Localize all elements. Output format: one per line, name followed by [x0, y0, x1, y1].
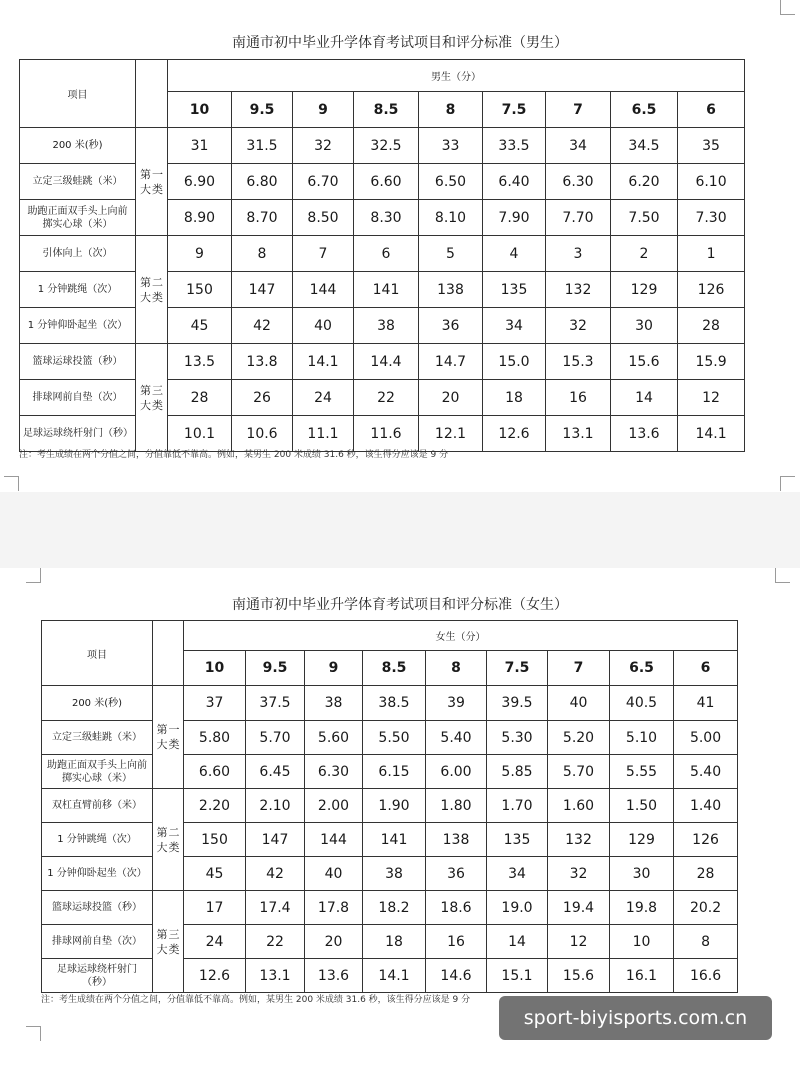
- score-header: 7.5: [483, 92, 546, 128]
- value-cell: 2.10: [246, 789, 305, 823]
- value-cell: 15.9: [678, 344, 745, 380]
- group-label-char: 大: [140, 398, 151, 412]
- value-cell: 138: [426, 823, 487, 857]
- group-label-char: 一: [168, 723, 180, 736]
- value-cell: 17.8: [305, 891, 363, 925]
- value-cell: 40.5: [610, 686, 674, 721]
- value-cell: 1.40: [674, 789, 738, 823]
- value-cell: 1.80: [426, 789, 487, 823]
- boys-note: 注：考生成绩在两个分值之间，分值靠低不靠高。例如，某男生 200 米成绩 31.6 秒，该生得分应该是 9 分: [19, 450, 449, 460]
- value-cell: 40: [305, 857, 363, 891]
- value-cell: 24: [184, 925, 246, 959]
- value-cell: 6.90: [168, 164, 232, 200]
- value-cell: 6.45: [246, 755, 305, 789]
- value-cell: 1.90: [363, 789, 426, 823]
- value-cell: 8.10: [419, 200, 483, 236]
- value-cell: 40: [293, 308, 354, 344]
- value-cell: 15.6: [548, 959, 610, 993]
- table-row: [42, 925, 738, 959]
- value-cell: 13.1: [246, 959, 305, 993]
- value-cell: 18.6: [426, 891, 487, 925]
- value-cell: 16.6: [674, 959, 738, 993]
- group-label-char: 第: [140, 275, 151, 289]
- table-row: [20, 200, 745, 236]
- value-cell: 135: [483, 272, 546, 308]
- value-cell: 6.70: [293, 164, 354, 200]
- value-cell: 45: [168, 308, 232, 344]
- table-row: [42, 959, 738, 993]
- table-row: [42, 755, 738, 789]
- value-cell: 24: [293, 380, 354, 416]
- table-row: [42, 857, 738, 891]
- group-label-char: 第: [140, 383, 151, 397]
- value-cell: 1.50: [610, 789, 674, 823]
- group-label: [136, 344, 168, 452]
- table-row: [20, 344, 745, 380]
- value-cell: 15.3: [546, 344, 611, 380]
- value-cell: 40: [548, 686, 610, 721]
- value-cell: 135: [487, 823, 548, 857]
- group-label-char: 第: [156, 723, 168, 736]
- value-cell: 7.90: [483, 200, 546, 236]
- score-header: 8: [419, 92, 483, 128]
- value-cell: 13.1: [546, 416, 611, 452]
- value-cell: 22: [246, 925, 305, 959]
- value-cell: 32.5: [354, 128, 419, 164]
- group-label: [153, 891, 184, 993]
- value-cell: 6.30: [305, 755, 363, 789]
- item-name: 助跑正面双手头上向前掷实心球（米）: [42, 755, 153, 789]
- item-name: 1 分钟跳绳（次）: [20, 272, 136, 308]
- score-header: 6.5: [610, 651, 674, 686]
- group-label-char: 大: [140, 182, 151, 196]
- value-cell: 17: [184, 891, 246, 925]
- value-cell: 42: [232, 308, 293, 344]
- score-header: 8.5: [354, 92, 419, 128]
- score-header: 9.5: [246, 651, 305, 686]
- group-label: [153, 686, 184, 789]
- group-label: [136, 236, 168, 344]
- value-cell: 132: [548, 823, 610, 857]
- value-cell: 17.4: [246, 891, 305, 925]
- value-cell: 11.6: [354, 416, 419, 452]
- value-cell: 34: [487, 857, 548, 891]
- value-cell: 6.50: [419, 164, 483, 200]
- value-cell: 1: [678, 236, 745, 272]
- value-cell: 8.30: [354, 200, 419, 236]
- value-cell: 32: [293, 128, 354, 164]
- gender-score-header: 女生（分）: [184, 621, 738, 651]
- girls-note: 注：考生成绩在两个分值之间，分值靠低不靠高。例如，某男生 200 米成绩 31.6 秒，该生得分应该是 9 分: [41, 995, 471, 1005]
- value-cell: 5.00: [674, 721, 738, 755]
- value-cell: 35: [678, 128, 745, 164]
- item-name: 立定三级蛙跳（米）: [20, 164, 136, 200]
- group-label-char: 第: [140, 167, 151, 181]
- value-cell: 19.8: [610, 891, 674, 925]
- value-cell: 150: [168, 272, 232, 308]
- value-cell: 12: [678, 380, 745, 416]
- value-cell: 5.40: [674, 755, 738, 789]
- value-cell: 14: [611, 380, 678, 416]
- value-cell: 36: [419, 308, 483, 344]
- value-cell: 150: [184, 823, 246, 857]
- value-cell: 126: [678, 272, 745, 308]
- score-header: 9: [305, 651, 363, 686]
- value-cell: 8.90: [168, 200, 232, 236]
- table-row: [20, 164, 745, 200]
- value-cell: 8: [232, 236, 293, 272]
- page-boys: [0, 0, 800, 492]
- value-cell: 30: [611, 308, 678, 344]
- group-label-char: 类: [168, 942, 180, 956]
- value-cell: 14: [487, 925, 548, 959]
- value-cell: 144: [305, 823, 363, 857]
- value-cell: 5.85: [487, 755, 548, 789]
- crop-mark: [26, 568, 41, 583]
- crop-mark: [775, 568, 790, 583]
- value-cell: 5.70: [246, 721, 305, 755]
- group-header: [136, 60, 168, 128]
- value-cell: 6.15: [363, 755, 426, 789]
- value-cell: 31.5: [232, 128, 293, 164]
- group-label-char: 大: [156, 738, 168, 751]
- value-cell: 2: [611, 236, 678, 272]
- score-header: 7: [546, 92, 611, 128]
- value-cell: 12.1: [419, 416, 483, 452]
- score-header: 9: [293, 92, 354, 128]
- value-cell: 20: [305, 925, 363, 959]
- value-cell: 26: [232, 380, 293, 416]
- score-header: 8: [426, 651, 487, 686]
- item-name: 1 分钟仰卧起坐（次）: [42, 857, 153, 891]
- value-cell: 32: [546, 308, 611, 344]
- value-cell: 13.5: [168, 344, 232, 380]
- item-name: 200 米(秒): [42, 686, 153, 721]
- value-cell: 16.1: [610, 959, 674, 993]
- value-cell: 28: [678, 308, 745, 344]
- page-gap: [0, 492, 800, 568]
- watermark-badge: sport-biyisports.com.cn: [499, 996, 772, 1040]
- value-cell: 2.20: [184, 789, 246, 823]
- value-cell: 12: [548, 925, 610, 959]
- value-cell: 2.00: [305, 789, 363, 823]
- value-cell: 1.60: [548, 789, 610, 823]
- value-cell: 19.0: [487, 891, 548, 925]
- value-cell: 7.50: [611, 200, 678, 236]
- header-row: [42, 621, 738, 651]
- value-cell: 6.60: [184, 755, 246, 789]
- group-label-char: 类: [152, 290, 163, 304]
- value-cell: 6.20: [611, 164, 678, 200]
- group-label-char: 大: [156, 942, 168, 956]
- group-label-char: 类: [152, 398, 163, 412]
- value-cell: 6.40: [483, 164, 546, 200]
- value-cell: 11.1: [293, 416, 354, 452]
- item-name: 排球网前自垫（次）: [42, 925, 153, 959]
- page-girls: [0, 568, 800, 1067]
- item-name: 助跑正面双手头上向前掷实心球（米）: [20, 200, 136, 236]
- value-cell: 14.1: [363, 959, 426, 993]
- value-cell: 42: [246, 857, 305, 891]
- table-row: [20, 236, 745, 272]
- value-cell: 16: [546, 380, 611, 416]
- value-cell: 6.30: [546, 164, 611, 200]
- value-cell: 33: [419, 128, 483, 164]
- value-cell: 6.60: [354, 164, 419, 200]
- value-cell: 12.6: [184, 959, 246, 993]
- score-header: 9.5: [232, 92, 293, 128]
- item-header: 项目: [20, 60, 136, 128]
- value-cell: 141: [354, 272, 419, 308]
- value-cell: 16: [426, 925, 487, 959]
- value-cell: 15.6: [611, 344, 678, 380]
- value-cell: 19.4: [548, 891, 610, 925]
- value-cell: 28: [168, 380, 232, 416]
- value-cell: 5.40: [426, 721, 487, 755]
- item-name: 立定三级蛙跳（米）: [42, 721, 153, 755]
- value-cell: 8.50: [293, 200, 354, 236]
- group-label-char: 三: [168, 927, 180, 941]
- boys-title: 南通市初中毕业升学体育考试项目和评分标准（男生）: [232, 35, 568, 51]
- value-cell: 13.8: [232, 344, 293, 380]
- value-cell: 147: [246, 823, 305, 857]
- value-cell: 34: [483, 308, 546, 344]
- value-cell: 5.30: [487, 721, 548, 755]
- item-name: 足球运球绕杆射门（秒）: [20, 416, 136, 452]
- score-header: 6.5: [611, 92, 678, 128]
- value-cell: 126: [674, 823, 738, 857]
- group-label-char: 类: [168, 738, 180, 751]
- table-row: [42, 823, 738, 857]
- value-cell: 34: [546, 128, 611, 164]
- table-row: [42, 789, 738, 823]
- group-label-char: 类: [152, 182, 163, 196]
- girls-standards-table: [41, 620, 738, 993]
- table-row: [42, 891, 738, 925]
- value-cell: 28: [674, 857, 738, 891]
- value-cell: 129: [611, 272, 678, 308]
- value-cell: 129: [610, 823, 674, 857]
- value-cell: 38: [305, 686, 363, 721]
- crop-mark: [780, 476, 795, 491]
- value-cell: 5.60: [305, 721, 363, 755]
- boys-standards-table: [19, 59, 745, 452]
- value-cell: 12.6: [483, 416, 546, 452]
- value-cell: 4: [483, 236, 546, 272]
- value-cell: 22: [354, 380, 419, 416]
- crop-mark: [780, 0, 795, 15]
- item-name: 引体向上（次）: [20, 236, 136, 272]
- value-cell: 8: [674, 925, 738, 959]
- value-cell: 6: [354, 236, 419, 272]
- gender-score-header: 男生（分）: [168, 60, 745, 92]
- table-row: [42, 721, 738, 755]
- score-header: 7: [548, 651, 610, 686]
- value-cell: 20.2: [674, 891, 738, 925]
- item-name: 1 分钟仰卧起坐（次）: [20, 308, 136, 344]
- value-cell: 34.5: [611, 128, 678, 164]
- value-cell: 5.55: [610, 755, 674, 789]
- value-cell: 7: [293, 236, 354, 272]
- score-header: 6: [674, 651, 738, 686]
- header-row: [20, 60, 745, 92]
- score-header: 7.5: [487, 651, 548, 686]
- group-label-char: 二: [152, 275, 163, 289]
- score-header: 10: [168, 92, 232, 128]
- item-name: 1 分钟跳绳（次）: [42, 823, 153, 857]
- value-cell: 7.70: [546, 200, 611, 236]
- value-cell: 14.7: [419, 344, 483, 380]
- value-cell: 18: [363, 925, 426, 959]
- item-name: 足球运球绕杆射门（秒）: [42, 959, 153, 993]
- value-cell: 38: [363, 857, 426, 891]
- value-cell: 10: [610, 925, 674, 959]
- value-cell: 14.1: [293, 344, 354, 380]
- score-header: 10: [184, 651, 246, 686]
- item-name: 双杠直臂前移（米）: [42, 789, 153, 823]
- value-cell: 141: [363, 823, 426, 857]
- value-cell: 20: [419, 380, 483, 416]
- value-cell: 9: [168, 236, 232, 272]
- group-label-char: 一: [152, 167, 163, 181]
- value-cell: 5.10: [610, 721, 674, 755]
- value-cell: 45: [184, 857, 246, 891]
- value-cell: 37.5: [246, 686, 305, 721]
- value-cell: 32: [548, 857, 610, 891]
- group-label-char: 二: [168, 825, 180, 839]
- value-cell: 5: [419, 236, 483, 272]
- value-cell: 5.70: [548, 755, 610, 789]
- group-header: [153, 621, 184, 686]
- group-label-char: 第: [156, 825, 168, 839]
- value-cell: 7.30: [678, 200, 745, 236]
- item-name: 篮球运球投篮（秒）: [42, 891, 153, 925]
- value-cell: 41: [674, 686, 738, 721]
- value-cell: 13.6: [611, 416, 678, 452]
- value-cell: 31: [168, 128, 232, 164]
- value-cell: 14.4: [354, 344, 419, 380]
- value-cell: 36: [426, 857, 487, 891]
- group-label: [136, 128, 168, 236]
- table-row: [20, 308, 745, 344]
- item-name: 200 米(秒): [20, 128, 136, 164]
- table-row: [42, 686, 738, 721]
- score-header: 6: [678, 92, 745, 128]
- value-cell: 144: [293, 272, 354, 308]
- item-name: 排球网前自垫（次）: [20, 380, 136, 416]
- value-cell: 38.5: [363, 686, 426, 721]
- value-cell: 39: [426, 686, 487, 721]
- table-row: [20, 380, 745, 416]
- value-cell: 138: [419, 272, 483, 308]
- value-cell: 15.1: [487, 959, 548, 993]
- value-cell: 8.70: [232, 200, 293, 236]
- value-cell: 38: [354, 308, 419, 344]
- value-cell: 10.6: [232, 416, 293, 452]
- score-header: 8.5: [363, 651, 426, 686]
- group-label-char: 大: [156, 840, 168, 854]
- value-cell: 5.20: [548, 721, 610, 755]
- item-name: 篮球运球投篮（秒）: [20, 344, 136, 380]
- value-cell: 33.5: [483, 128, 546, 164]
- value-cell: 6.10: [678, 164, 745, 200]
- group-label-char: 三: [152, 383, 163, 397]
- value-cell: 147: [232, 272, 293, 308]
- crop-mark: [4, 476, 19, 491]
- group-label-char: 第: [156, 927, 168, 941]
- value-cell: 13.6: [305, 959, 363, 993]
- value-cell: 132: [546, 272, 611, 308]
- value-cell: 39.5: [487, 686, 548, 721]
- value-cell: 5.50: [363, 721, 426, 755]
- value-cell: 3: [546, 236, 611, 272]
- table-row: [20, 272, 745, 308]
- item-header: 项目: [42, 621, 153, 686]
- value-cell: 6.80: [232, 164, 293, 200]
- value-cell: 14.1: [678, 416, 745, 452]
- crop-mark: [26, 1026, 41, 1041]
- value-cell: 6.00: [426, 755, 487, 789]
- value-cell: 1.70: [487, 789, 548, 823]
- table-row: [20, 128, 745, 164]
- value-cell: 10.1: [168, 416, 232, 452]
- group-label-char: 大: [140, 290, 151, 304]
- value-cell: 37: [184, 686, 246, 721]
- value-cell: 14.6: [426, 959, 487, 993]
- girls-title: 南通市初中毕业升学体育考试项目和评分标准（女生）: [232, 597, 568, 613]
- value-cell: 30: [610, 857, 674, 891]
- group-label: [153, 789, 184, 891]
- value-cell: 15.0: [483, 344, 546, 380]
- value-cell: 18: [483, 380, 546, 416]
- value-cell: 18.2: [363, 891, 426, 925]
- group-label-char: 类: [168, 840, 180, 854]
- value-cell: 5.80: [184, 721, 246, 755]
